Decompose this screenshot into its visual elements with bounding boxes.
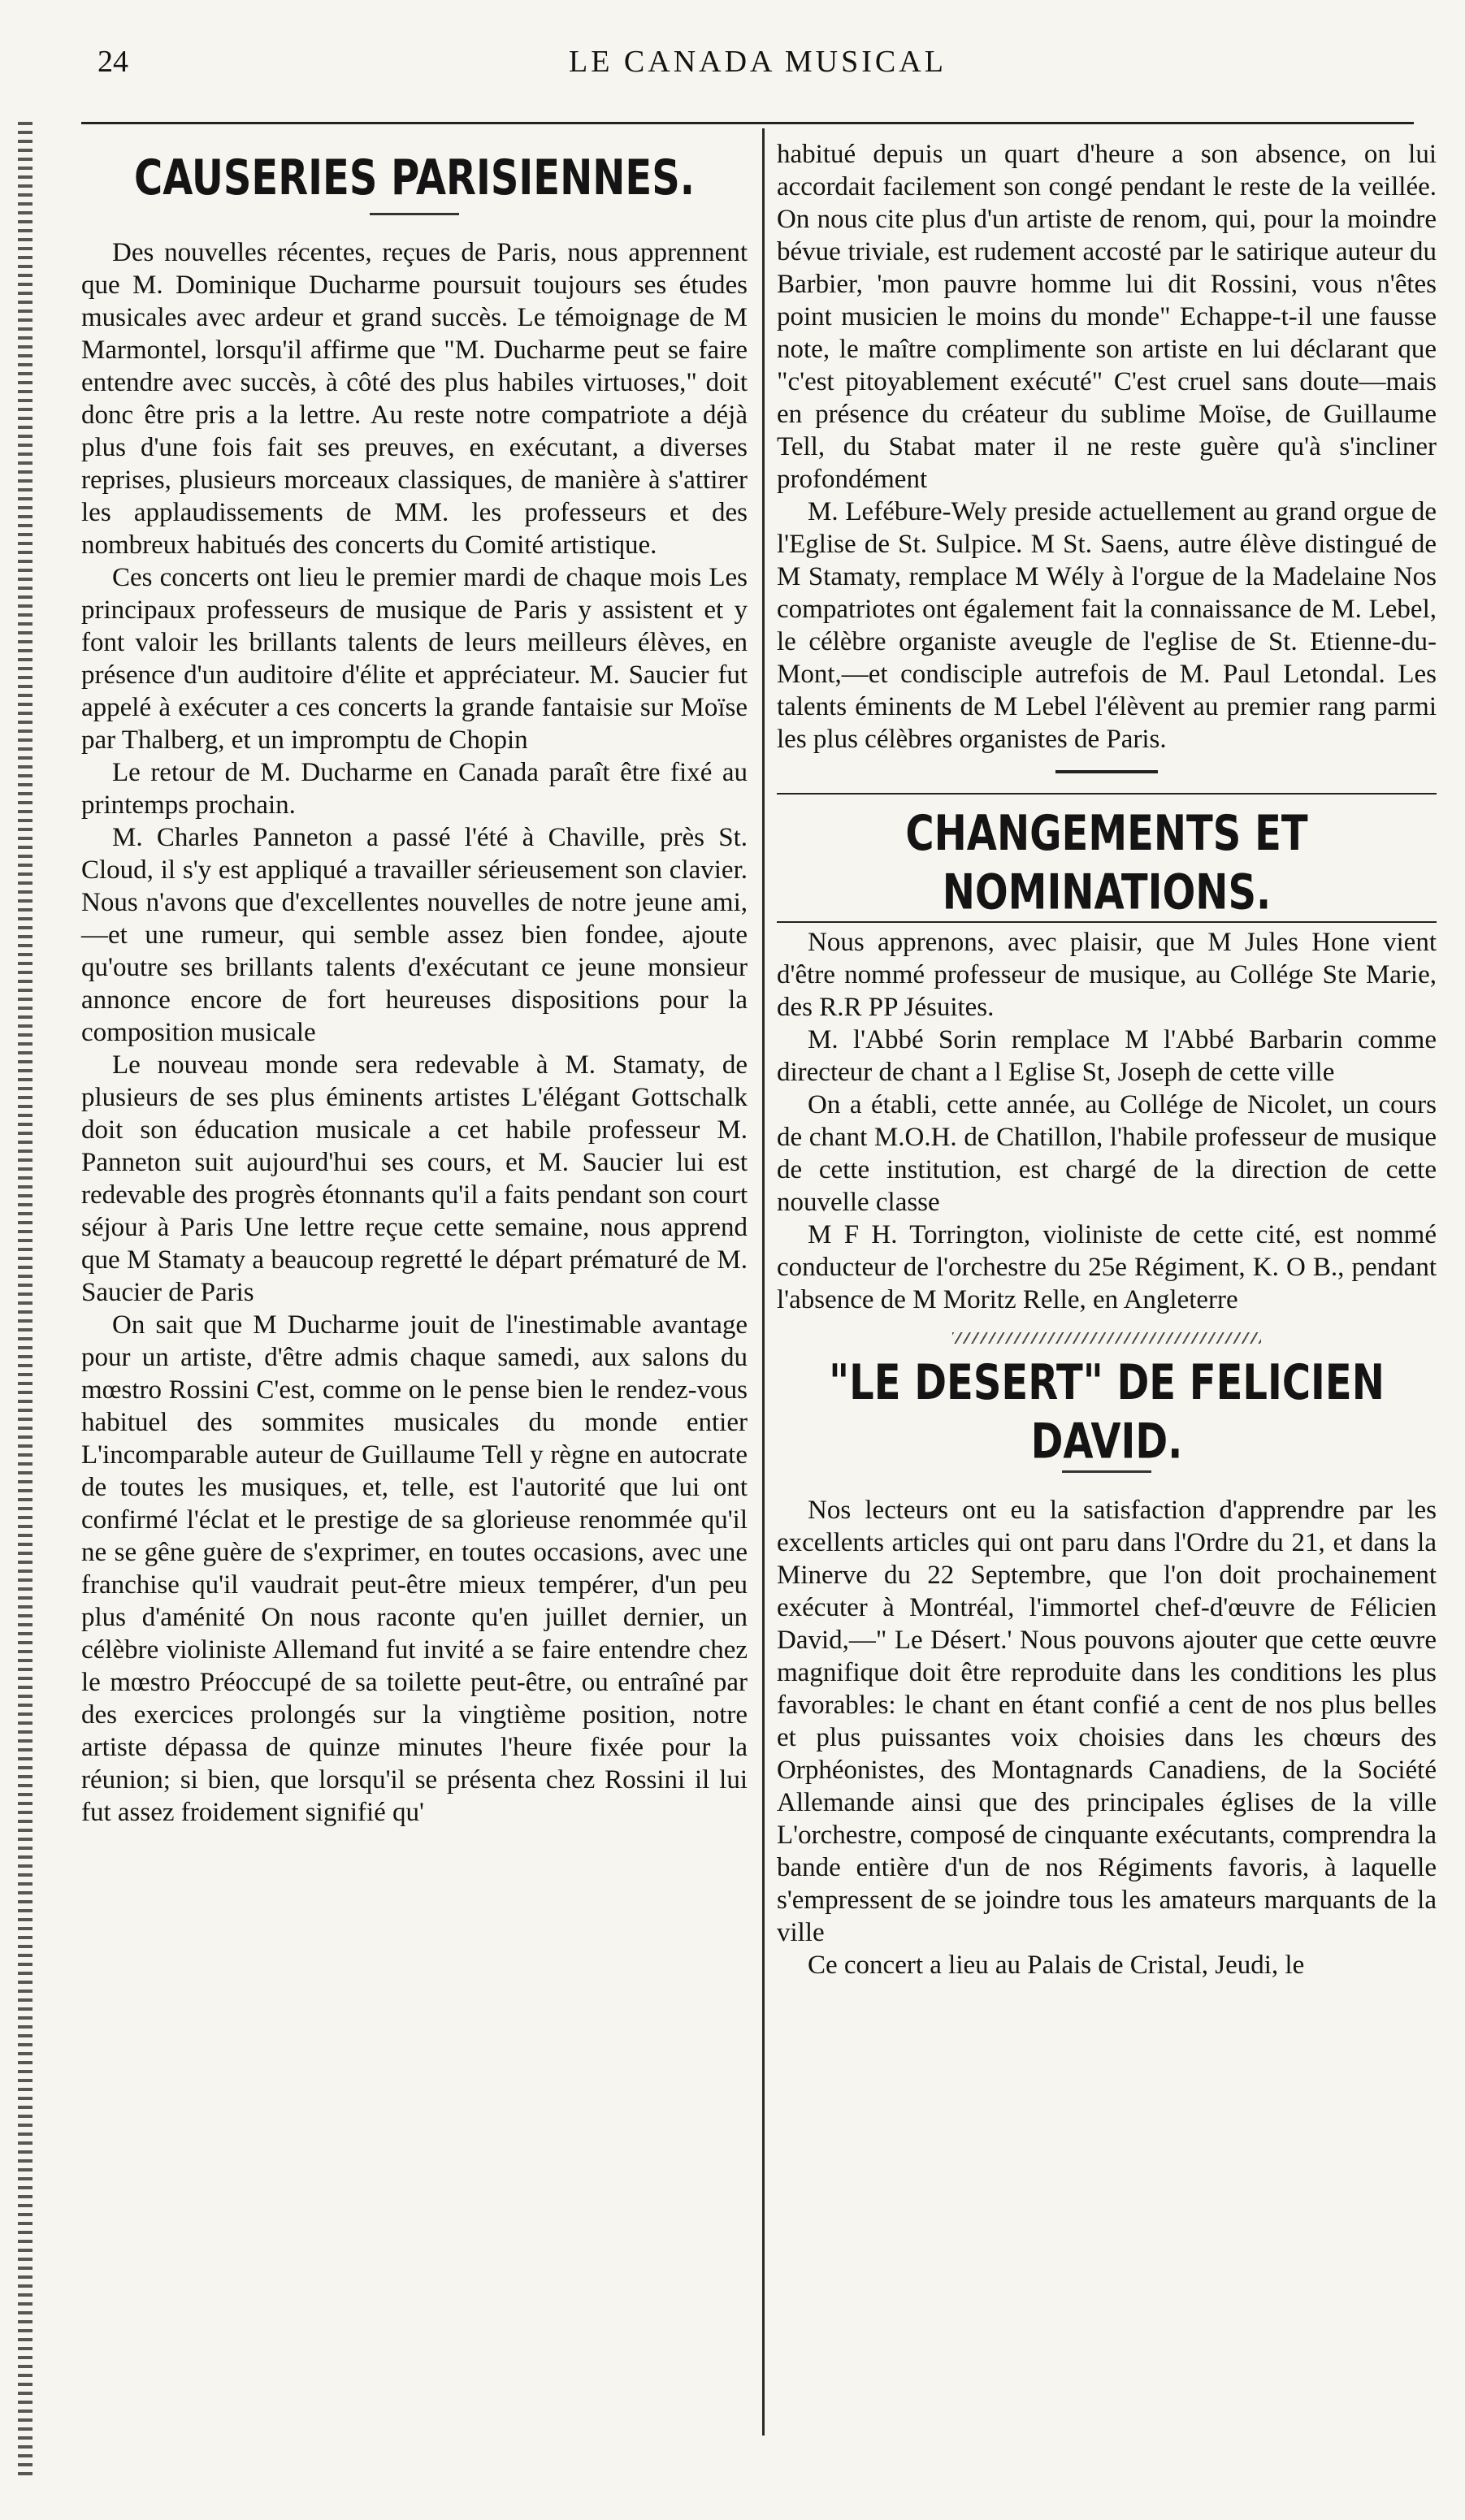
section-title-causeries: CAUSERIES PARISIENNES. bbox=[133, 149, 696, 206]
left-column bbox=[81, 138, 748, 1829]
section-title-changements: CHANGEMENTS ET NOMINATIONS. bbox=[905, 804, 1308, 921]
header-rule bbox=[81, 122, 1414, 124]
paragraph: Des nouvelles récentes, reçues de Paris, nous apprennent que M. Dominique Ducharme poursuit toujours ses études musicales avec ardeur et grand succès. Le témoignage de M Marmontel, lorsqu'il affirme que "M. Ducharme peut se faire entendre avec succès, à côté des plus habiles virtuoses," doit donc être pris a la lettre. Au reste notre compatriote a déjà plus d'une fois fait ses preuves, en exécutant, a diverses reprises, plusieurs morceaux classiques, de manière à s'attirer les applaudissements de MM. les professeurs et des nombreux habitués des concerts du Comité artistique. bbox=[81, 238, 748, 560]
binding-edge-marks bbox=[18, 122, 33, 2478]
paragraph: Nous apprenons, avec plaisir, que M Jules Hone vient d'être nommé professeur de musique, au Collége Ste Marie, des R.R PP Jésuites. bbox=[777, 928, 1437, 1022]
paragraph: M. Lefébure-Wely preside actuellement au grand orgue de l'Eglise de St. Sulpice. M St. Saens, autre élève distingué de M Stamaty, remplace M Wély à l'orgue de la Madelaine Nos compatriotes ont également fait la connaissance de M. Lebel, le célèbre organiste aveugle de l'eglise de St. Etienne-du-Mont,—et condisciple autrefois de M. Paul Letondal. Les talents éminents de M Lebel l'élèvent au premier rang parmi les plus célèbres organistes de Paris. bbox=[777, 497, 1437, 754]
paragraph: Ces concerts ont lieu le premier mardi de chaque mois Les principaux professeurs de musique de Paris y assistent et y font valoir les brillants talents de leurs meilleurs élèves, en présence d'un auditoire d'élite et appréciateur. M. Saucier fut appelé à exécuter a ces concerts la grande fantaisie sur Moïse par Thalberg, et un impromptu de Chopin bbox=[81, 563, 748, 755]
paragraph: M. Charles Panneton a passé l'été à Chaville, près St. Cloud, il s'y est appliqué a travailler sérieusement son clavier. Nous n'avons que d'excellentes nouvelles de notre jeune ami,—et une rumeur, qui semble assez bien fondee, ajoute qu'outre ses brillants talents d'exécutant ce jeune monsieur annonce encore de fort heureuses dispositions pour la composition musicale bbox=[81, 823, 748, 1047]
running-head: LE CANADA MUSICAL bbox=[569, 45, 947, 79]
right-column bbox=[777, 138, 1437, 1981]
page-number: 24 bbox=[98, 45, 128, 79]
section-divider bbox=[777, 793, 1437, 795]
paragraph-continued: habitué depuis un quart d'heure a son absence, on lui accordait facilement son congé pendant le reste de la veillée. On nous cite plus d'un artiste de renom, qui, pour la moindre bévue triviale, est rudement accosté par le satirique auteur du Barbier, 'mon pauvre homme lui dit Rossini, vous n'êtes point musicien le moins du monde" Echappe-t-il une fausse note, le maître complimente son artiste en lui déclarant que "c'est pitoyablement exécuté" C'est cruel sans doute—mais en présence du créateur du sublime Moïse, de Guillaume Tell, du Stabat mater il ne reste guère qu'à s'incliner profondément bbox=[777, 140, 1437, 494]
paragraph: Ce concert a lieu au Palais de Cristal, Jeudi, le bbox=[808, 1951, 1305, 1980]
paragraph: On a établi, cette année, au Collége de Nicolet, un cours de chant M.O.H. de Chatillon, l'habile professeur de musique de cette institution, est chargé de la direction de cette nouvelle classe bbox=[777, 1090, 1437, 1217]
paragraph: Nos lecteurs ont eu la satisfaction d'apprendre par les excellents articles qui ont paru dans l'Ordre du 21, et dans la Minerve du 22 Septembre, que l'on doit prochainement exécuter à Montréal, l'immortel chef-d'œuvre de Félicien David,—" Le Désert.' Nous pouvons ajouter que cette œuvre magnifique doit être reproduite dans les conditions les plus favorables: le chant en étant confié a cent de nos plus belles et plus puissantes voix choisies dans les chœurs des Orphéonistes, des Montagnards Canadiens, de la Société Allemande ainsi que des principales églises de la ville L'orchestre, composé de cinquante exécutants, comprendra la bande entière d'un de nos Régiments favoris, à laquelle s'empressent de se joindre tous les amateurs marquants de la ville bbox=[777, 1496, 1437, 1947]
paragraph: Le retour de M. Ducharme en Canada paraît être fixé au printemps prochain. bbox=[81, 758, 748, 820]
column-divider bbox=[762, 128, 765, 2436]
paragraph: On sait que M Ducharme jouit de l'inestimable avantage pour un artiste, d'être admis chaque samedi, aux salons du mœstro Rossini C'est, comme on le pense bien le rendez-vous habituel des sommites musicales du monde entier L'incomparable auteur de Guillaume Tell y règne en autocrate de toutes les musiques, et, telle, est l'autorité que lui ont confirmé l'éclat et le prestige de sa glorieuse renommée qu'il ne se gêne guère de s'exprimer, en toutes occasions, avec une franchise qu'il vaudrait peut-être mieux tempérer, d'un peu plus d'aménité On nous raconte qu'en juillet dernier, un célèbre violiniste Allemand fut invité a se faire entendre chez le mœstro Préoccupé de sa toilette peut-être, ou entraîné par des exercices prolongés sur la vingtième position, notre artiste dépassa de quinze minutes l'heure fixée pour la réunion; si bien, que lorsqu'il se présenta chez Rossini il lui fut assez froidement signifié qu' bbox=[81, 1310, 748, 1827]
wavy-divider bbox=[952, 1332, 1261, 1344]
ornament-divider bbox=[1046, 770, 1168, 773]
title-rule bbox=[370, 213, 459, 215]
paragraph: M. l'Abbé Sorin remplace M l'Abbé Barbarin comme directeur de chant a l Eglise St, Joseph de cette ville bbox=[777, 1025, 1437, 1087]
paragraph: M F H. Torrington, violiniste de cette cité, est nommé conducteur de l'orchestre du 25e Régiment, K. O B., pendant l'absence de M Moritz Relle, en Angleterre bbox=[777, 1220, 1437, 1314]
section-title-le-desert: "LE DESERT" DE FELICIEN DAVID. bbox=[829, 1353, 1385, 1470]
paragraph: Le nouveau monde sera redevable à M. Stamaty, de plusieurs de ses plus éminents artistes L'élégant Gottschalk doit son éducation musicale a cet habile professeur M. Panneton suit aujourd'hui ses cours, et M. Saucier lui est redevable des progrès étonnants qu'il a faits pendant son court séjour à Paris Une lettre reçue cette semaine, nous apprend que M Stamaty a beaucoup regretté le départ prématuré de M. Saucier de Paris bbox=[81, 1050, 748, 1307]
